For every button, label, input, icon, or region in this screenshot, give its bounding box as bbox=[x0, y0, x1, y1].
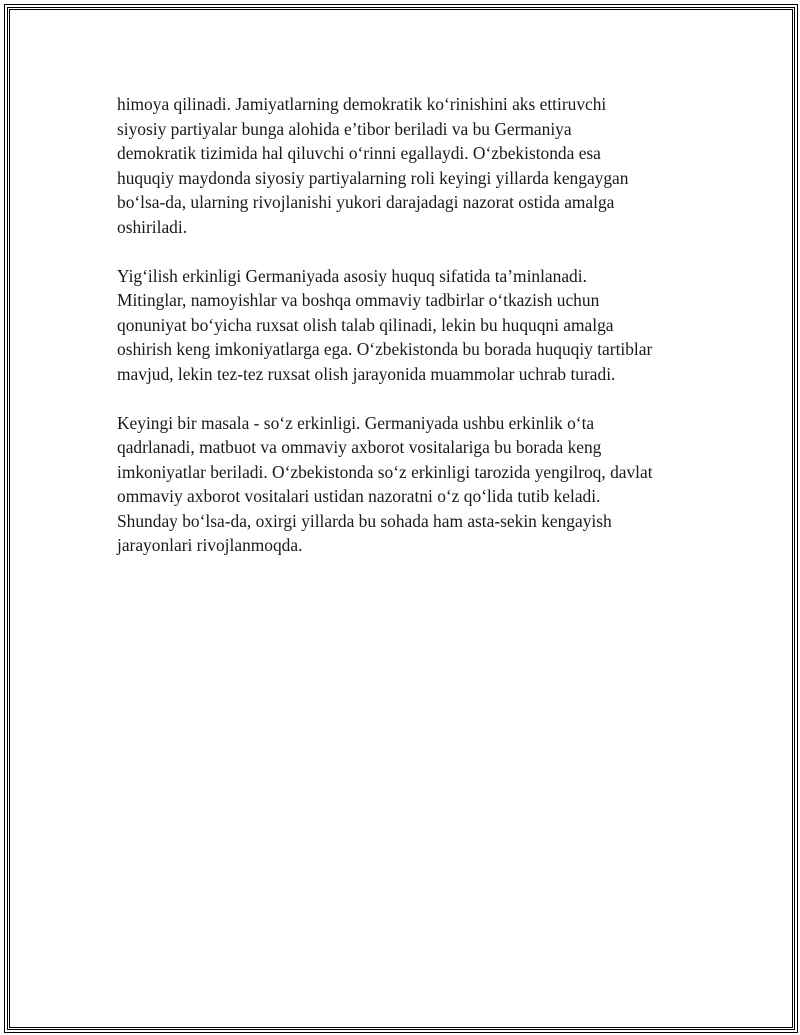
text-line: mavjud, lekin tez-tez ruxsat olish jarayonida muammolar uchrab turadi. bbox=[117, 363, 616, 384]
text-line: Yig‘ilish erkinligi Germaniyada asosiy huquq sifatida ta’minlanadi. bbox=[117, 265, 587, 286]
text-line: Shunday bo‘lsa-da, oxirgi yillarda bu sohada ham asta-sekin kengayish bbox=[117, 510, 612, 531]
paragraph-freedom-of-assembly bbox=[117, 264, 697, 387]
text-line: ommaviy axborot vositalari ustidan nazoratni o‘z qo‘lida tutib keladi. bbox=[117, 486, 601, 506]
text-line: oshiriladi. bbox=[117, 216, 188, 237]
text-line: Keyingi bir masala - so‘z erkinligi. Germaniyada ushbu erkinlik o‘ta bbox=[117, 412, 595, 433]
text-line: imkoniyatlar beriladi. O‘zbekistonda so‘z erkinligi tarozida yengilroq, davlat bbox=[117, 461, 653, 482]
text-line: demokratik tizimida hal qiluvchi o‘rinni egallaydi. O‘zbekistonda esa bbox=[117, 143, 601, 163]
document-body bbox=[117, 92, 697, 582]
text-line: himoya qilinadi. Jamiyatlarning demokratik ko‘rinishini aks ettiruvchi bbox=[117, 94, 607, 114]
text-line: siyosiy partiyalar bunga alohida e’tibor beriladi va bu Germaniya bbox=[117, 118, 572, 139]
text-line: bo‘lsa-da, ularning rivojlanishi yukori darajadagi nazorat ostida amalga bbox=[117, 192, 615, 212]
text-line: qadrlanadi, matbuot va ommaviy axborot vositalariga bu borada keng bbox=[117, 437, 602, 457]
paragraph-political-parties bbox=[117, 92, 697, 239]
text-line: oshirish keng imkoniyatlarga ega. O‘zbekistonda bu borada huquqiy tartiblar bbox=[117, 339, 653, 359]
text-line: jarayonlari rivojlanmoqda. bbox=[117, 535, 303, 555]
paragraph-freedom-of-speech bbox=[117, 411, 697, 558]
text-line: Mitinglar, namoyishlar va boshqa ommaviy tadbirlar o‘tkazish uchun bbox=[117, 290, 600, 310]
text-line: huquqiy maydonda siyosiy partiyalarning roli keyingi yillarda kengaygan bbox=[117, 167, 629, 188]
text-line: qonuniyat bo‘yicha ruxsat olish talab qilinadi, lekin bu huquqni amalga bbox=[117, 314, 614, 335]
